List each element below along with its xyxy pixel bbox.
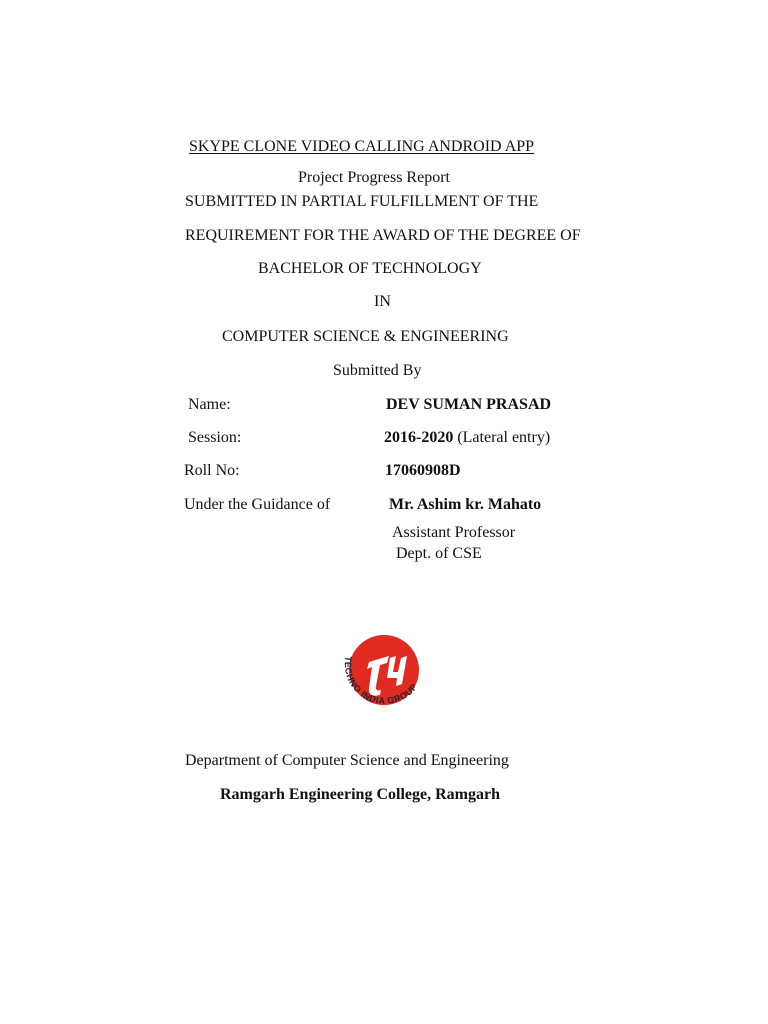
logo-text: TECHNO INDIA GROUP [342, 655, 420, 706]
submitted-by-label: Submitted By [333, 362, 422, 379]
guide-title: Assistant Professor [392, 524, 516, 541]
report-type: Project Progress Report [298, 169, 450, 186]
session-value: 2016-2020 [384, 429, 454, 446]
session-note: (Lateral entry) [457, 429, 551, 446]
roll-label: Roll No: [184, 462, 240, 479]
techno-india-group-logo-icon [332, 632, 434, 720]
college-name: Ramgarh Engineering College, Ramgarh [220, 786, 500, 803]
techno-india-group-logo [332, 632, 434, 720]
project-title: SKYPE CLONE VIDEO CALLING ANDROID APP [189, 138, 535, 155]
name-value: DEV SUMAN PRASAD [386, 396, 552, 413]
branch-name: COMPUTER SCIENCE & ENGINEERING [222, 328, 509, 345]
session-label: Session: [188, 429, 242, 446]
degree-in: IN [374, 293, 391, 310]
department-name: Department of Computer Science and Engineering [185, 752, 509, 769]
guide-department: Dept. of CSE [396, 545, 482, 562]
session-value-row [384, 430, 550, 446]
submission-line-2: REQUIREMENT FOR THE AWARD OF THE DEGREE OF [185, 227, 581, 244]
name-label: Name: [188, 396, 231, 413]
submission-line-1: SUBMITTED IN PARTIAL FULFILLMENT OF THE [185, 193, 539, 210]
degree-name: BACHELOR OF TECHNOLOGY [258, 260, 482, 277]
guidance-label: Under the Guidance of [184, 496, 331, 513]
guide-name: Mr. Ashim kr. Mahato [389, 496, 542, 513]
roll-value: 17060908D [385, 462, 461, 479]
